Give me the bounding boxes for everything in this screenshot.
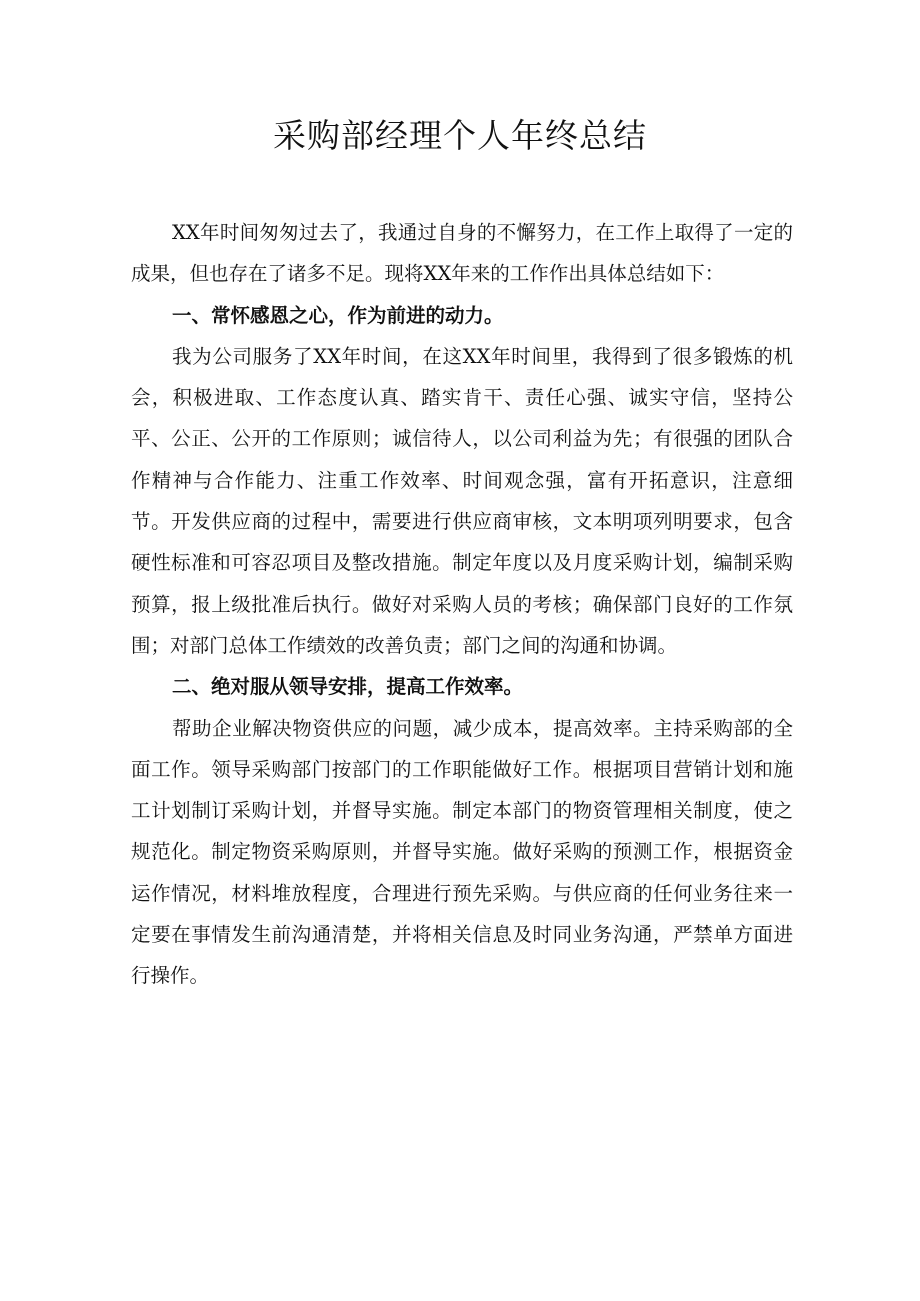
intro-paragraph: XX年时间匆匆过去了，我通过自身的不懈努力，在工作上取得了一定的成果，但也存在了诸多不足。现将XX年来的工作作出具体总结如下： (131, 221, 793, 286)
section-heading-2: 二、绝对服从领导安排，提高工作效率。 (172, 675, 524, 699)
document-body (131, 212, 793, 997)
section-2-paragraph: 帮助企业解决物资供应的问题，减少成本，提高效率。主持采购部的全面工作。领导采购部门按部门的工作职能做好工作。根据项目营销计划和施工计划制订采购计划，并督导实施。制定本部门的物资管理相关制度，使之规范化。制定物资采购原则，并督导实施。做好采购的预测工作，根据资金运作情况，材料堆放程度，合理进行预先采购。与供应商的任何业务往来一定要在事情发生前沟通清楚，并将相关信息及时同业务沟通，严禁单方面进行操作。 (131, 716, 793, 988)
section-1-paragraph: 我为公司服务了XX年时间，在这XX年时间里，我得到了很多锻炼的机会，积极进取、工作态度认真、踏实肯干、责任心强、诚实守信，坚持公平、公正、公开的工作原则；诚信待人，以公司利益为先；有很强的团队合作精神与合作能力、注重工作效率、时间观念强，富有开拓意识，注意细节。开发供应商的过程中，需要进行供应商审核，文本明项列明要求，包含硬性标准和可容忍项目及整改措施。制定年度以及月度采购计划，编制采购预算，报上级批准后执行。做好对采购人员的考核；确保部门良好的工作氛围；对部门总体工作绩效的改善负责；部门之间的沟通和协调。 (131, 344, 793, 657)
section-heading-1: 一、常怀感恩之心，作为前进的动力。 (172, 303, 504, 327)
document-title: 采购部经理个人年终总结 (273, 116, 647, 155)
